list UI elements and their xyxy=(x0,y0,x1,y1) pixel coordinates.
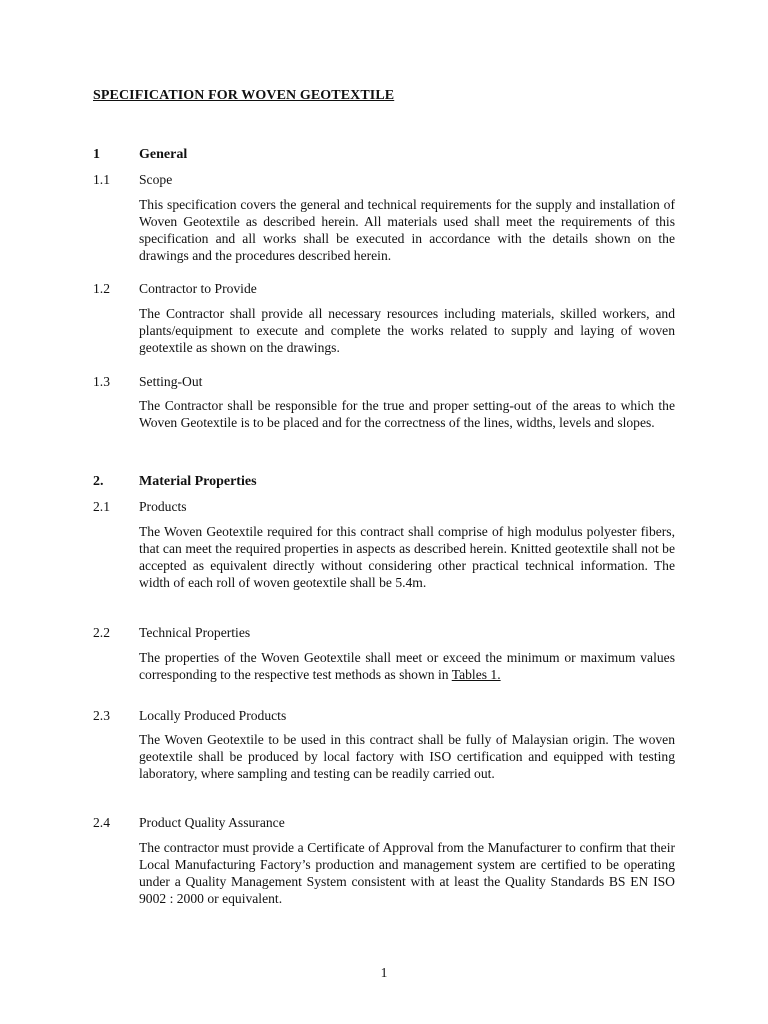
section-number: 1 xyxy=(93,147,100,162)
subsection-number: 2.4 xyxy=(93,815,110,830)
subsection-title: Scope xyxy=(139,172,173,187)
subsection-number: 1.3 xyxy=(93,374,110,389)
subsection-title: Products xyxy=(139,499,187,514)
subsection-title: Locally Produced Products xyxy=(139,708,287,723)
subsection-number: 2.1 xyxy=(93,499,110,514)
paragraph-locally-produced: The Woven Geotextile to be used in this contract shall be fully of Malaysian origin. The woven geotextile shall be produced by local factory with ISO certification and equipped with testing laboratory, where sampling and testing can be readily carried out. xyxy=(139,732,675,781)
paragraph-products: The Woven Geotextile required for this contract shall comprise of high modulus polyester fibers, that can meet the required properties in aspects as described herein. Knitted geotextile shall not be accepted as equivalent directly without considering other practical technical information. The width of each roll of woven geotextile shall be 5.4m. xyxy=(139,524,675,590)
subsection-number: 1.2 xyxy=(93,281,110,296)
paragraph-setting-out: The Contractor shall be responsible for the true and proper setting-out of the areas to which the Woven Geotextile is to be placed and for the correctness of the lines, widths, levels and slopes. xyxy=(139,398,675,430)
subsection-title: Contractor to Provide xyxy=(139,281,257,296)
section-title: General xyxy=(139,147,188,162)
paragraph-scope: This specification covers the general and technical requirements for the supply and installation of Woven Geotextile as described herein. All materials used shall meet the requirements of this specification and all works shall be executed in accordance with the details shown on the drawings and the procedures described herein. xyxy=(139,197,675,263)
paragraph-technical-properties xyxy=(139,649,675,683)
subsection-title: Setting-Out xyxy=(139,374,203,389)
subsection-number: 1.1 xyxy=(93,172,110,187)
subsection-number: 2.3 xyxy=(93,708,110,723)
paragraph-contractor-to-provide: The Contractor shall provide all necessary resources including materials, skilled workers, and plants/equipment to execute and complete the works related to supply and laying of woven geotextile as shown on the drawings. xyxy=(139,306,675,355)
subsection-title: Product Quality Assurance xyxy=(139,815,285,830)
paragraph-quality-assurance: The contractor must provide a Certificate of Approval from the Manufacturer to confirm that their Local Manufacturing Factory’s production and management system are certified to be operating under a Quality Management System consistent with at least the Quality Standards BS EN ISO 9002 : 2000 or equivalent. xyxy=(139,840,675,906)
subsection-title: Technical Properties xyxy=(139,625,251,640)
paragraph-text: The properties of the Woven Geotextile shall meet or exceed the minimum or maximum values corresponding to the respective test methods as shown in xyxy=(139,650,675,682)
tables-reference-link[interactable]: Tables 1. xyxy=(451,667,501,682)
document-title: SPECIFICATION FOR WOVEN GEOTEXTILE xyxy=(93,88,395,103)
page-number: 1 xyxy=(380,965,388,980)
section-title: Material Properties xyxy=(139,474,257,489)
subsection-number: 2.2 xyxy=(93,625,110,640)
section-number: 2. xyxy=(93,474,104,489)
